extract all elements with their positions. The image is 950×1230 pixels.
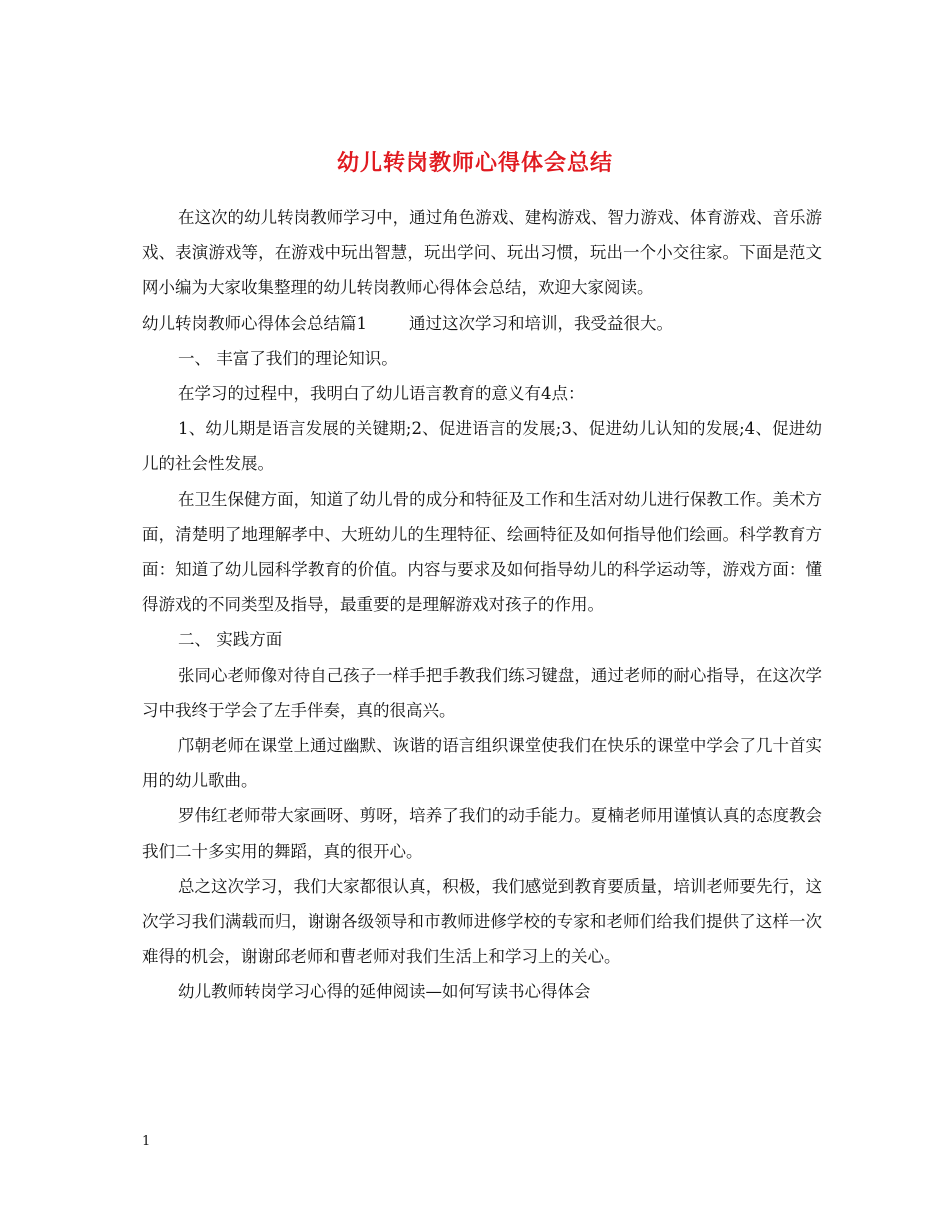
extended-reading-line: 幼儿教师转岗学习心得的延伸阅读—如何写读书心得体会 [178,982,591,1002]
intro-paragraph: 在这次的幼儿转岗教师学习中，通过角色游戏、建构游戏、智力游戏、体育游戏、音乐游戏、表演游戏等，在游戏中玩出智慧，玩出学问、玩出习惯，玩出一个小交往家。下面是范文网小编为大家收集整理的幼儿转岗教师心得体会总结，欢迎大家阅读。 [142,208,822,298]
body-paragraph: 在卫生保健方面，知道了幼儿骨的成分和特征及工作和生活对幼儿进行保教工作。美术方面，清楚明了地理解孝中、大班幼儿的生理特征、绘画特征及如何指导他们绘画。科学教育方面：知道了幼儿园科学教育的价值。内容与要求及如何指导幼儿的科学运动等，游戏方面：懂得游戏的不同类型及指导，最重要的是理解游戏对孩子的作用。 [142,489,822,615]
body-paragraph: 邝朝老师在课堂上通过幽默、诙谐的语言组织课堂使我们在快乐的课堂中学会了几十首实用的幼儿歌曲。 [142,736,822,791]
document-body [142,200,822,1010]
body-paragraph: 总之这次学习，我们大家都很认真，积极，我们感觉到教育要质量，培训老师要先行，这次学习我们满载而归，谢谢各级领导和市教师进修学校的专家和老师们给我们提供了这样一次难得的机会，谢谢邱老师和曹老师对我们生活上和学习上的关心。 [142,876,822,967]
point-two-heading: 二、 实践方面 [178,630,283,650]
section-heading: 幼儿转岗教师心得体会总结篇1 [142,313,367,333]
section-heading-line [142,306,822,341]
document-title: 幼儿转岗教师心得体会总结 [336,149,613,176]
body-paragraph: 罗伟红老师带大家画呀、剪呀，培养了我们的动手能力。夏楠老师用谨慎认真的态度教会我们二十多实用的舞蹈，真的很开心。 [142,806,822,861]
body-paragraph: 张同心老师像对待自己孩子一样手把手教我们练习键盘，通过老师的耐心指导，在这次学习中我终于学会了左手伴奏，真的很高兴。 [142,665,822,720]
section-lead: 通过这次学习和培训，我受益很大。 [409,313,673,333]
point-one-heading: 一、 丰富了我们的理论知识。 [178,348,398,368]
page-number: 1 [142,1134,151,1149]
body-paragraph: 在学习的过程中，我明白了幼儿语言教育的意义有4点： [178,384,585,404]
body-paragraph: 1、幼儿期是语言发展的关键期;2、促进语言的发展;3、促进幼儿认知的发展;4、促进幼儿的社会性发展。 [142,419,822,474]
